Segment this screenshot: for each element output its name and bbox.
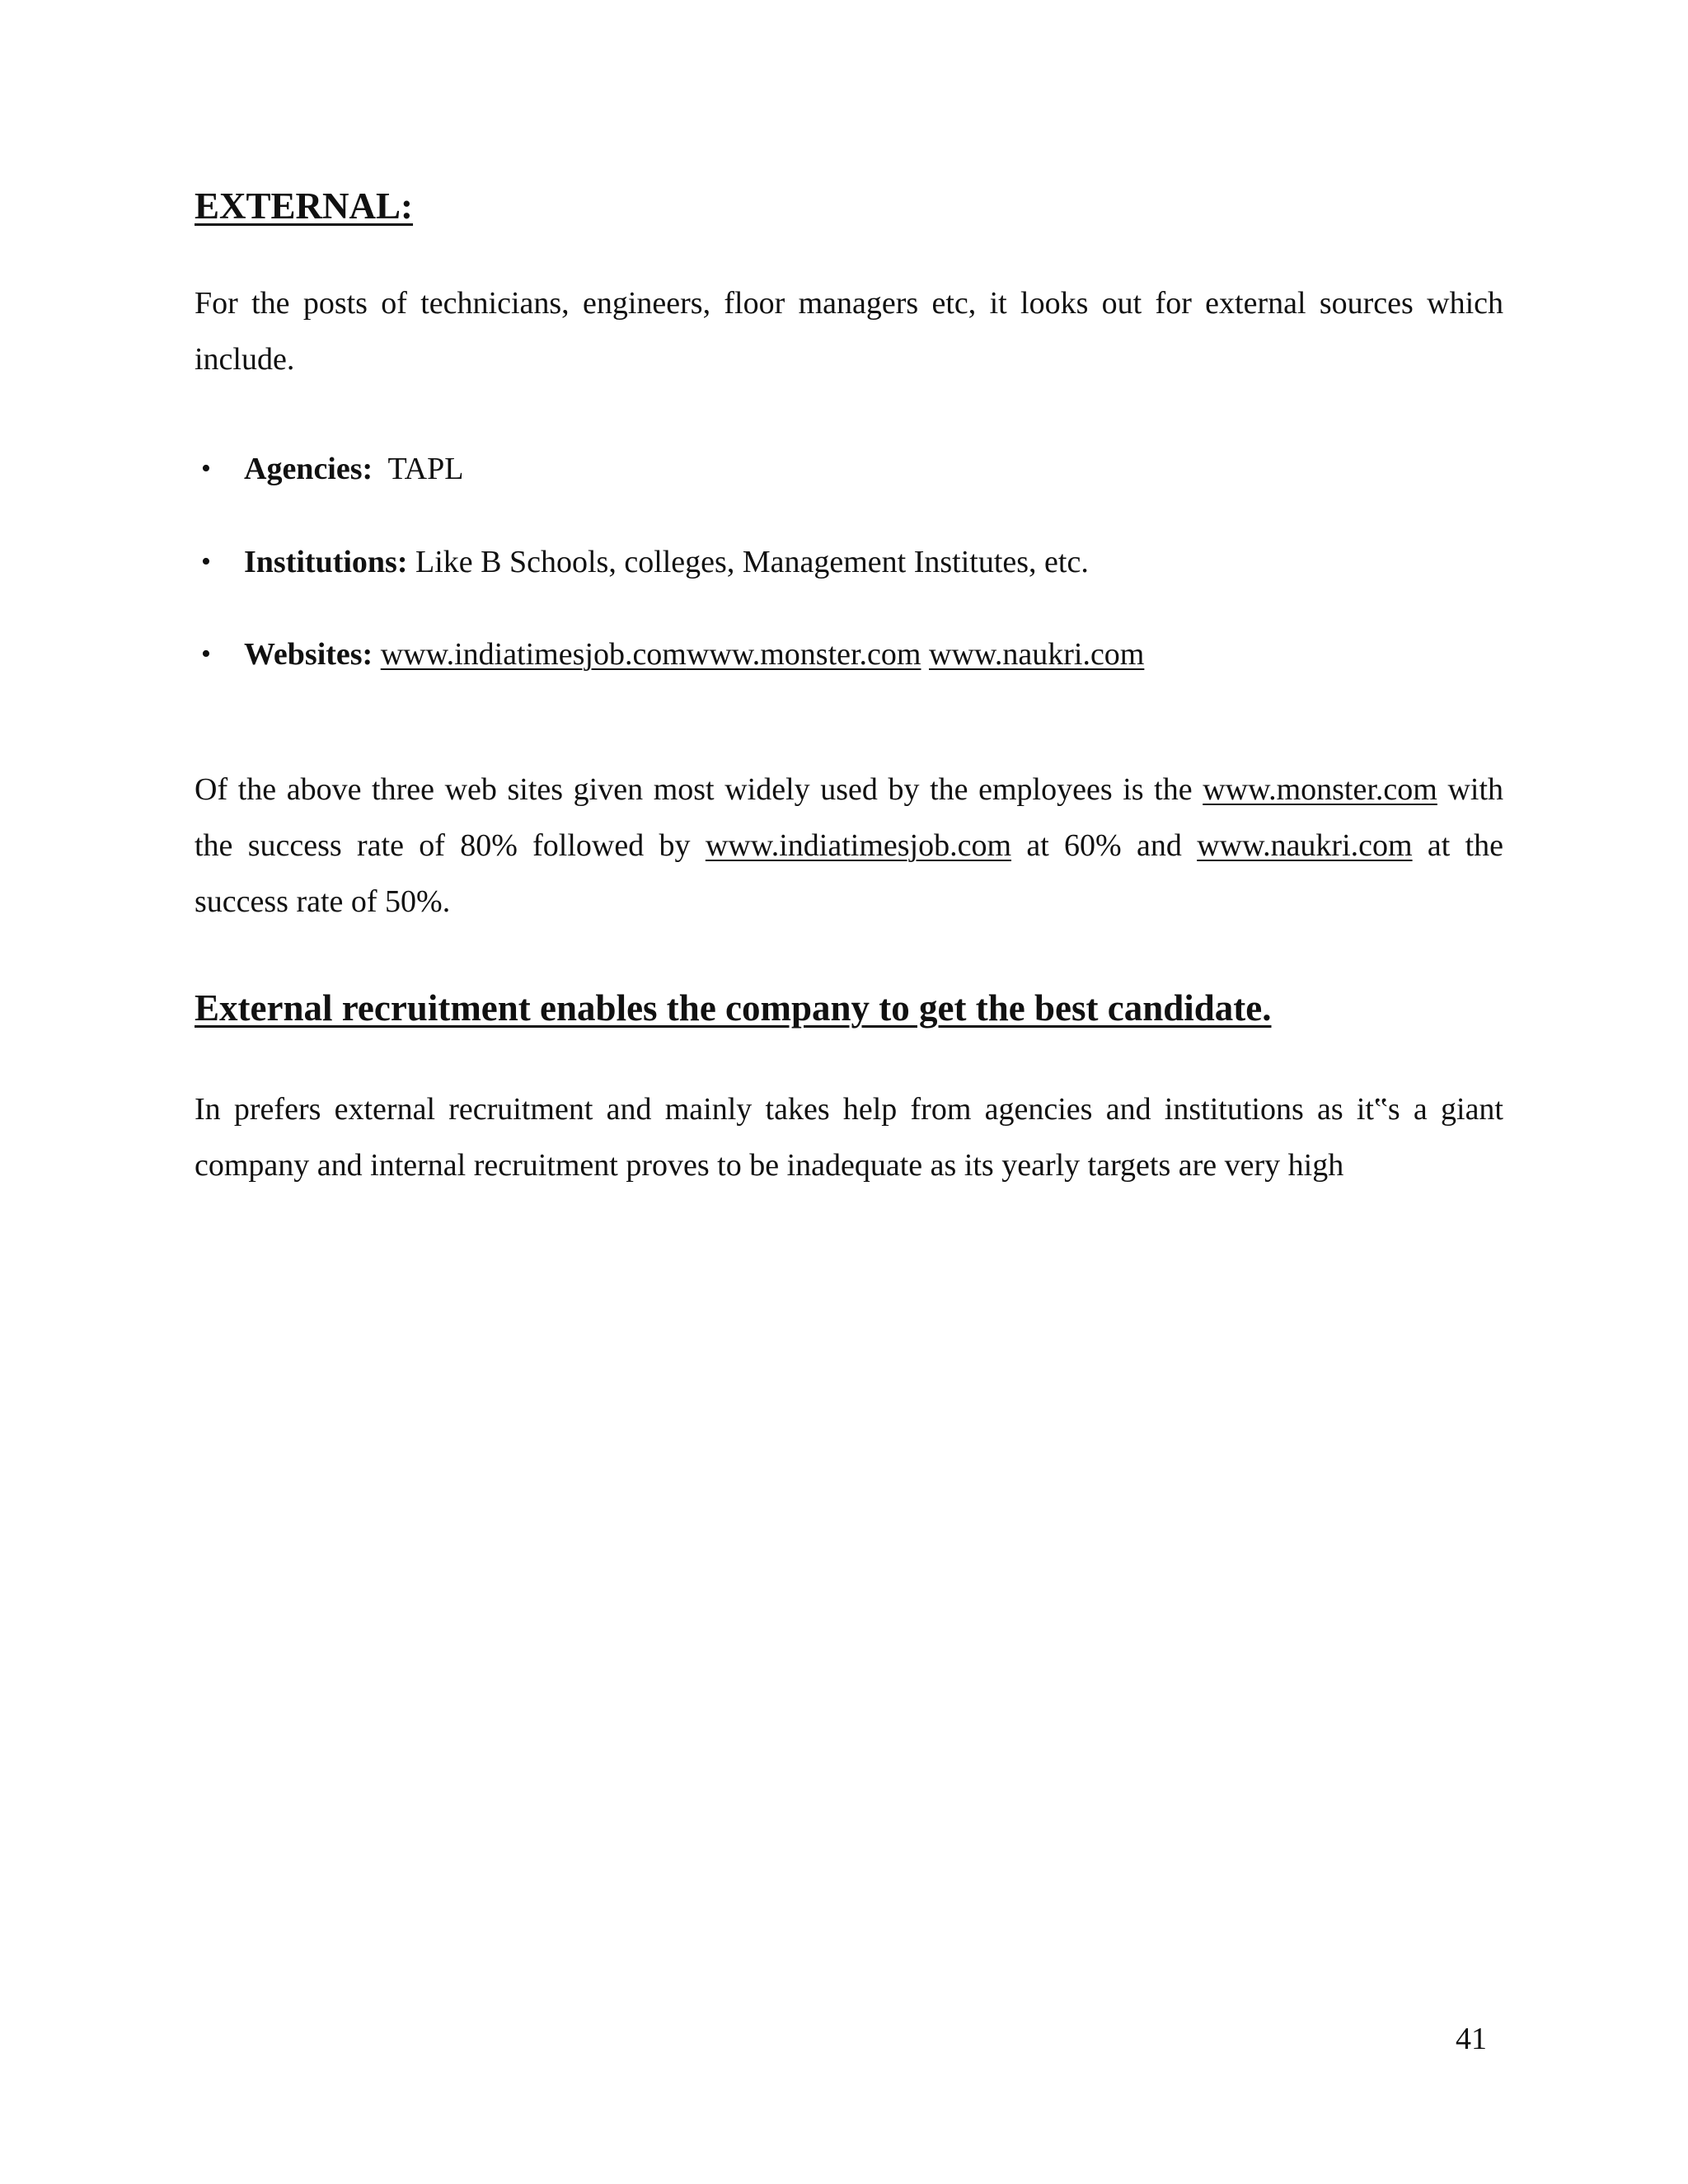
list-item-institutions [195, 534, 1503, 590]
summary-text: at 60% and [1026, 828, 1182, 863]
agencies-label: Agencies: [244, 452, 373, 486]
monster-link[interactable]: www.monster.com [1203, 772, 1437, 807]
summary-text: at the success rate of 50%. [195, 828, 1504, 919]
list-item-websites [195, 626, 1503, 682]
indiatimesjob-link[interactable]: www.indiatimesjob.com [380, 637, 687, 672]
summary-text: Of the above three web sites given most widely used by the employees is the [195, 772, 1193, 807]
subheading: External recruitment enables the company to get the best candidate. [195, 987, 1272, 1029]
closing-paragraph: In prefers external recruitment and mainly takes help from agencies and institutions as it‟s a giant company and internal recruitment proves to be inadequate as its yearly targets are very high [195, 1092, 1503, 1183]
institutions-label: Institutions: [244, 545, 408, 579]
agencies-value: TAPL [387, 452, 464, 486]
indiatimesjob-link[interactable]: www.indiatimesjob.com [705, 828, 1012, 863]
websites-label: Websites: [244, 637, 373, 672]
summary-text: with the success rate of 80% followed by [195, 772, 1504, 863]
bullet-icon: • [201, 639, 211, 669]
naukri-link[interactable]: www.naukri.com [1197, 828, 1413, 863]
bullet-icon: • [201, 546, 211, 577]
list-item-agencies [195, 441, 1503, 497]
monster-link[interactable]: www.monster.com [686, 637, 921, 672]
summary-paragraph [195, 762, 1503, 930]
intro-paragraph: For the posts of technicians, engineers, floor managers etc, it looks out for external sources which include. [195, 286, 1503, 377]
naukri-link[interactable]: www.naukri.com [929, 637, 1145, 672]
bullet-icon: • [201, 453, 211, 484]
section-heading: EXTERNAL: [195, 185, 414, 227]
page-number: 41 [1456, 2022, 1487, 2056]
external-sources-list [195, 441, 1503, 719]
institutions-value: Like B Schools, colleges, Management Institutes, etc. [415, 545, 1089, 579]
